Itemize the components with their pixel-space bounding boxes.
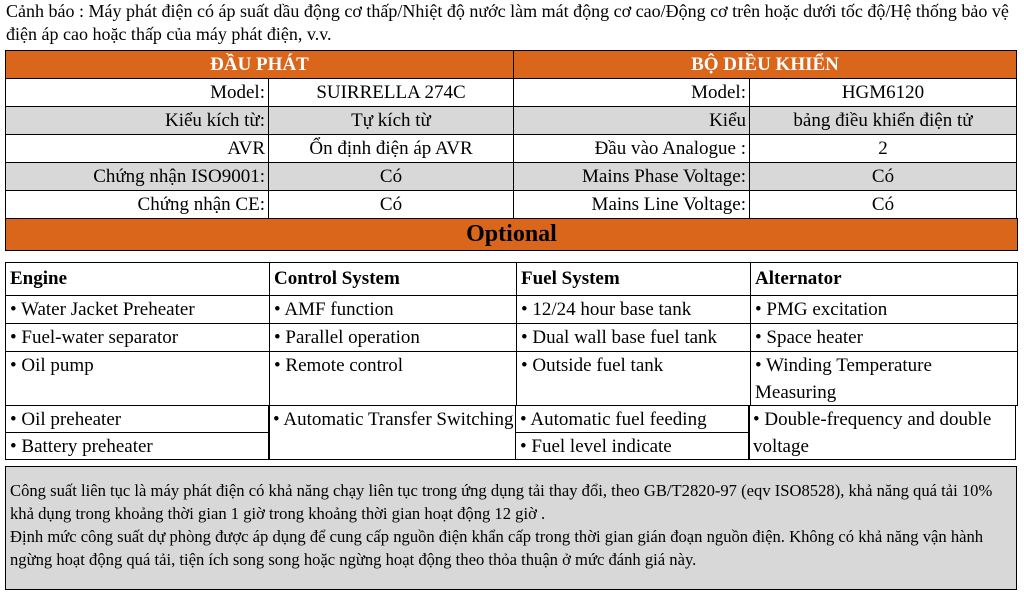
optional-row [5, 295, 1017, 323]
optional-row [5, 351, 1017, 405]
engine-column-bottom [5, 405, 269, 459]
spec-label: Chứng nhận ISO9001: [5, 162, 269, 191]
spec-label: Mains Line Voltage: [513, 190, 750, 219]
list-item: • Fuel-water separator [5, 323, 270, 352]
spec-label: Kiểu [513, 106, 750, 135]
list-item: • Double-frequency and double voltage [748, 405, 1016, 460]
spec-label: Chứng nhận CE: [5, 190, 269, 219]
spec-value: HGM6120 [749, 78, 1017, 107]
fuel-system-header: Fuel System [516, 262, 751, 296]
list-item: • Dual wall base fuel tank [516, 323, 751, 352]
controller-header: BỘ DIỀU KHIỂN [513, 50, 1017, 79]
list-item: • Water Jacket Preheater [5, 295, 270, 324]
spec-row [5, 134, 1017, 162]
list-item: • Outside fuel tank [516, 351, 751, 406]
spec-row [5, 190, 1017, 218]
list-item: • Parallel operation [269, 323, 517, 352]
optional-row [5, 405, 1017, 459]
spec-table [5, 50, 1017, 250]
list-item: • 12/24 hour base tank [516, 295, 751, 324]
spec-label: Kiểu kích từ: [5, 106, 269, 135]
list-item: • Oil preheater [5, 405, 270, 433]
list-item: • AMF function [269, 295, 517, 324]
spec-value: bảng điều khiển điện tử [749, 106, 1017, 135]
spec-value: 2 [749, 134, 1017, 163]
spec-label: Model: [513, 78, 750, 107]
rating-note [5, 466, 1017, 590]
spec-label: Mains Phase Voltage: [513, 162, 750, 191]
spec-value: SUIRRELLA 274C [268, 78, 514, 107]
list-item: • Oil pump [5, 351, 270, 406]
fuel-column-bottom [515, 405, 749, 459]
engine-header: Engine [5, 262, 270, 296]
continuous-power-note: Công suất liên tục là máy phát điện có khả năng chạy liên tục trong ứng dụng tải thay đổi, theo GB/T2820-97 (eqv ISO8528), khả năng quá tải 10% khả dụng trong khoảng thời gian 1 giờ trong khoảng thời gian hoạt động 12 giờ . [10, 481, 993, 523]
list-item: • Space heater [750, 323, 1018, 352]
spec-value: Có [749, 190, 1017, 219]
spec-row [5, 78, 1017, 106]
spec-label: Model: [5, 78, 269, 107]
optional-title: Optional [5, 218, 1018, 251]
optional-title-row [5, 218, 1017, 250]
spec-value: Ổn định điện áp AVR [268, 134, 514, 163]
control-system-header: Control System [269, 262, 517, 296]
standby-power-note: Định mức công suất dự phòng được áp dụng để cung cấp nguồn điện khẩn cấp trong thời gian gián đoạn nguồn điện. Không có khả năng vận hành ngừng hoạt động quá tải, tiện ích song song hoặc ngừng hoạt động theo thỏa thuận ở mức đánh giá này. [10, 527, 984, 569]
alternator-header: Alternator [750, 262, 1018, 296]
list-item: • Battery preheater [5, 432, 270, 460]
optional-table [5, 262, 1017, 459]
spec-row [5, 106, 1017, 134]
list-item: • Fuel level indicate [515, 432, 750, 460]
spec-header-row [5, 50, 1017, 78]
spec-value: Có [268, 162, 514, 191]
spec-label: Đầu vào Analogue : [513, 134, 750, 163]
spec-value: Có [268, 190, 514, 219]
list-item: • Automatic fuel feeding [515, 405, 750, 433]
spec-row [5, 162, 1017, 190]
spec-value: Tự kích từ [268, 106, 514, 135]
optional-header-row [5, 262, 1017, 295]
generator-header: ĐẦU PHÁT [5, 50, 514, 79]
list-item: • Remote control [269, 351, 517, 406]
list-item: • PMG excitation [750, 295, 1018, 324]
list-item: • Winding Temperature Measuring [750, 351, 1018, 406]
warning-text: Cảnh báo : Máy phát điện có áp suất dầu động cơ thấp/Nhiệt độ nước làm mát động cơ cao/Động cơ trên hoặc dưới tốc độ/Hệ thống bảo vệ điện áp cao hoặc thấp của máy phát điện, v.v. [6, 1, 1009, 44]
spec-value: Có [749, 162, 1017, 191]
optional-row [5, 323, 1017, 351]
spec-label: AVR [5, 134, 269, 163]
list-item: • Automatic Transfer Switching [268, 405, 516, 460]
